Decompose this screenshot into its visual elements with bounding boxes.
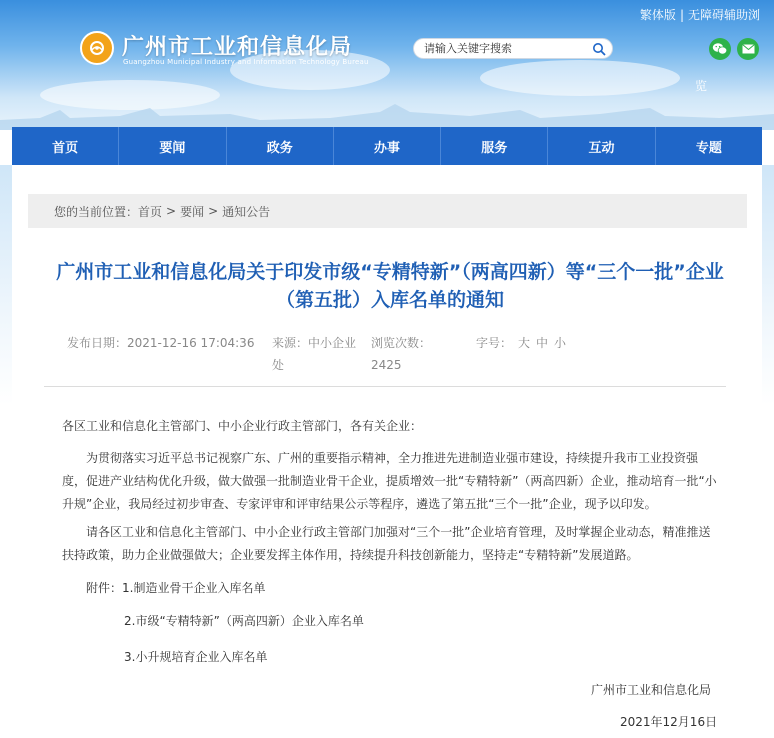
search-box <box>413 38 613 59</box>
divider <box>44 386 726 387</box>
accessibility-link-overflow[interactable]: 览 <box>695 79 708 93</box>
nav-item-services-handling[interactable]: 办事 <box>334 127 441 165</box>
signature-date: 2021年12月16日 <box>620 715 718 729</box>
nav-item-services[interactable]: 服务 <box>441 127 548 165</box>
attachment-link[interactable]: 附件：1.制造业骨干企业入库名单 <box>86 581 266 595</box>
attachment-link[interactable]: 2.市级“专精特新”（两高四新）企业入库名单 <box>124 614 364 628</box>
breadcrumb-separator: > <box>208 204 219 218</box>
accessibility-link[interactable]: 无障碍辅助浏 <box>687 8 760 22</box>
font-size-label: 字号： <box>476 336 513 350</box>
breadcrumb-prefix: 您的当前位置： <box>54 204 139 219</box>
separator: | <box>679 8 684 22</box>
nav-item-topics[interactable]: 专题 <box>695 140 722 156</box>
main-nav <box>12 127 762 165</box>
nav-item-news[interactable]: 要闻 <box>119 127 226 165</box>
cloud-decoration <box>480 60 680 96</box>
mail-icon[interactable] <box>737 38 759 60</box>
search-input[interactable] <box>414 42 584 55</box>
salutation: 各区工业和信息化主管部门、中小企业行政主管部门，各有关企业： <box>62 419 423 433</box>
nav-item-home[interactable]: 首页 <box>12 127 119 165</box>
breadcrumb-news[interactable]: 要闻 <box>180 204 205 219</box>
city-skyline <box>0 100 774 130</box>
search-icon[interactable] <box>592 42 606 56</box>
site-subtitle: Guangzhou Municipal Industry and Information Technology Bureau <box>123 58 369 66</box>
nav-item-government-affairs[interactable]: 政务 <box>227 127 334 165</box>
wechat-icon[interactable] <box>709 38 731 60</box>
breadcrumb-notices[interactable]: 通知公告 <box>222 204 271 219</box>
breadcrumb <box>28 194 747 228</box>
attachment-link[interactable]: 3.小升规培育企业入库名单 <box>124 650 268 664</box>
traditional-chinese-link[interactable]: 繁体版 <box>639 8 676 22</box>
article-source: 来源：中小企业处 <box>272 336 357 372</box>
side-decoration <box>0 165 12 405</box>
side-decoration <box>762 165 774 405</box>
body-paragraph: 为贯彻落实习近平总书记视察广东、广州的重要指示精神，全力推进先进制造业强市建设，持续提升我市工业投资强度，促进产业结构优化升级，做大做强一批制造业骨干企业，提质增效一批“专精特新”（两高四新）企业，推动培育一批“小升规”企业，我局经过初步审查、专家评审和评审结果公示等程序，遴选了第五批“三个一批”企业，现予以印发。 <box>62 451 717 511</box>
font-size-small[interactable]: 小 <box>554 336 567 350</box>
font-size-medium[interactable]: 中 <box>536 336 549 350</box>
font-size-large[interactable]: 大 <box>518 336 531 350</box>
publish-date: 发布日期：2021-12-16 17:04:36 <box>67 336 255 350</box>
top-links <box>640 6 760 23</box>
font-size-control <box>476 332 566 354</box>
breadcrumb-home[interactable]: 首页 <box>138 204 163 219</box>
view-count: 浏览次数：2425 <box>371 336 432 372</box>
breadcrumb-separator: > <box>166 204 177 218</box>
logo-icon[interactable] <box>80 31 114 65</box>
nav-item-interaction[interactable]: 互动 <box>548 127 655 165</box>
article-title: 广州市工业和信息化局关于印发市级“专精特新”（两高四新）等“三个一批”企业（第五批）入库名单的通知 <box>56 261 724 311</box>
site-title[interactable]: 广州市工业和信息化局 <box>122 35 353 60</box>
body-paragraph: 请各区工业和信息化主管部门、中小企业行政主管部门加强对“三个一批”企业培育管理，及时掌握企业动态，精准推送扶持政策，助力企业做强做大；企业要发挥主体作用，持续提升科技创新能力，坚持走“专精特新”发展道路。 <box>62 525 711 562</box>
signature: 广州市工业和信息化局 <box>591 683 712 697</box>
